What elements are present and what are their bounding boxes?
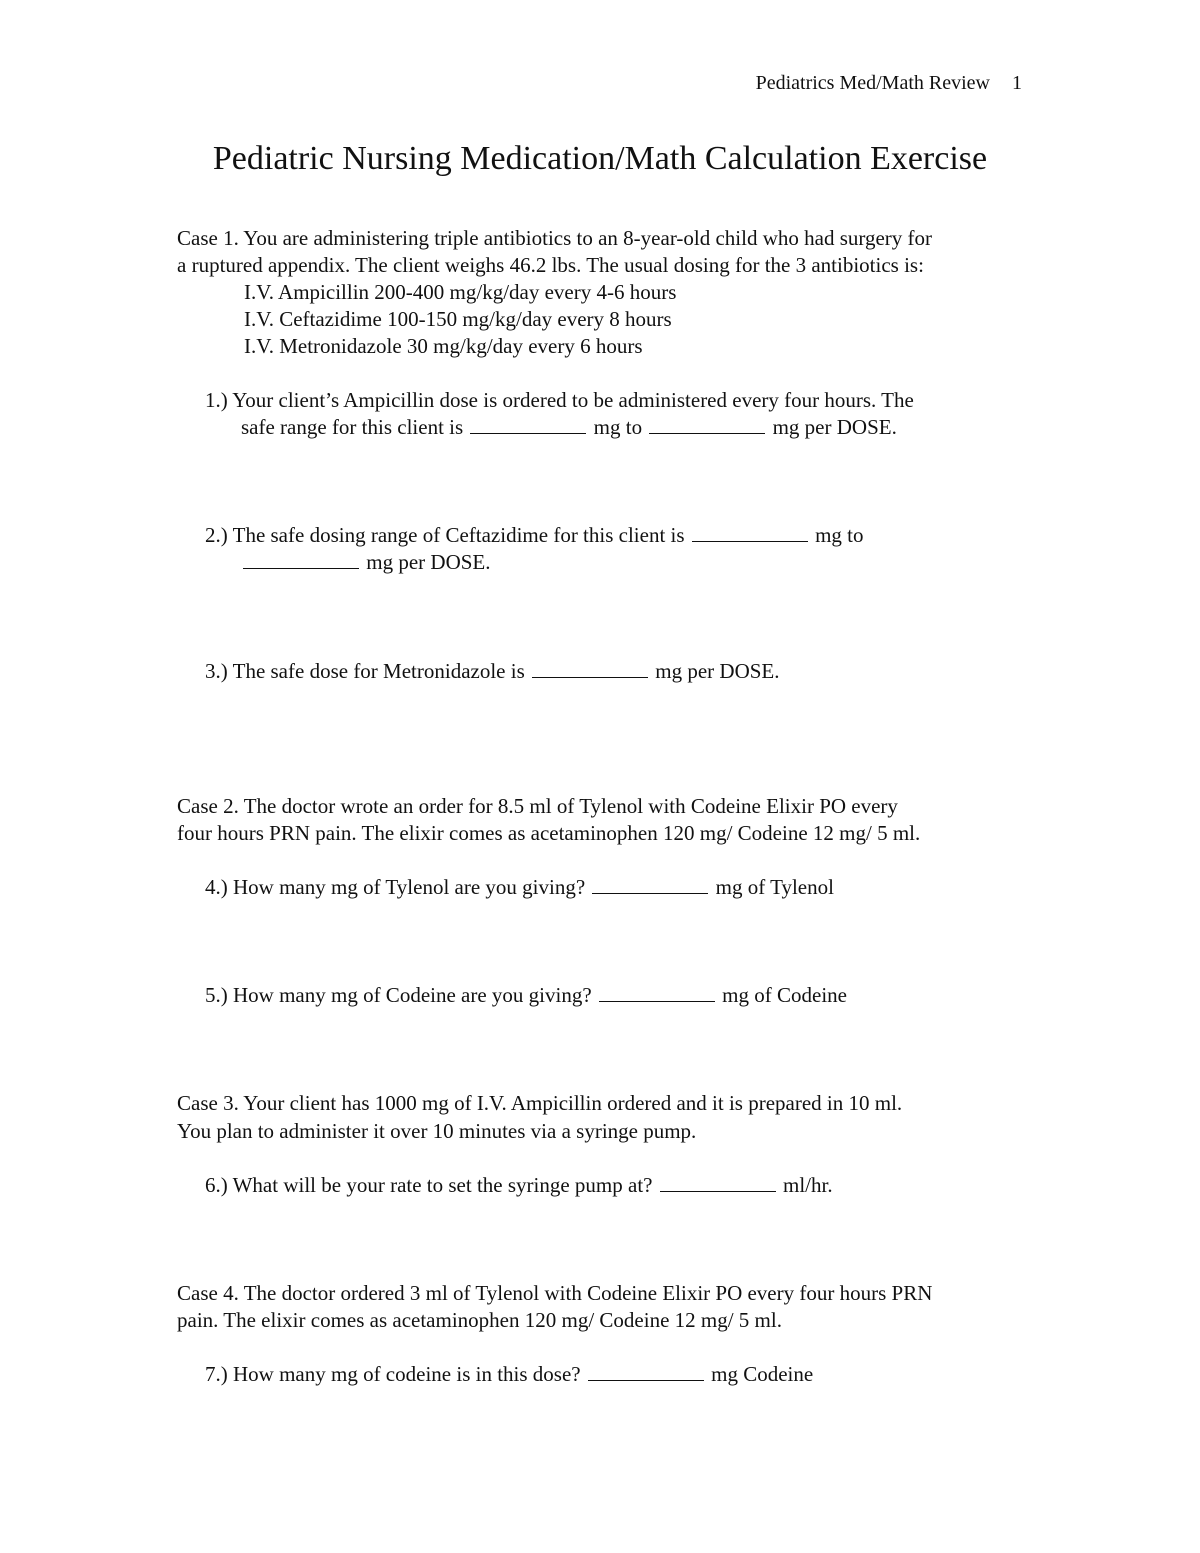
answer-blank-6[interactable]: [660, 1173, 776, 1192]
case4-intro-line1: Case 4. The doctor ordered 3 ml of Tylenol with Codeine Elixir PO every four hours PRN: [177, 1281, 933, 1305]
question-4-text-a: 4.) How many mg of Tylenol are you giving?: [205, 875, 586, 899]
answer-blank-5[interactable]: [599, 983, 715, 1002]
case1-intro-line2: a ruptured appendix. The client weighs 46.2 lbs. The usual dosing for the 3 antibiotics is:: [177, 253, 924, 277]
case3-intro-line1: Case 3. Your client has 1000 mg of I.V. Ampicillin ordered and it is prepared in 10 ml.: [177, 1091, 903, 1115]
question-1-text-a: safe range for this client is: [241, 415, 464, 439]
question-3: [205, 657, 780, 685]
question-2-text-c: mg per DOSE.: [366, 550, 491, 574]
running-header: [756, 72, 1022, 95]
answer-blank-2b[interactable]: [243, 550, 359, 569]
question-3-text-b: mg per DOSE.: [655, 659, 780, 683]
dose-metronidazole: I.V. Metronidazole 30 mg/kg/day every 6 hours: [244, 334, 643, 358]
question-3-text-a: 3.) The safe dose for Metronidazole is: [205, 659, 525, 683]
answer-blank-1b[interactable]: [649, 415, 765, 434]
answer-blank-3[interactable]: [532, 659, 648, 678]
question-4-text-b: mg of Tylenol: [715, 875, 834, 899]
question-5-text-b: mg of Codeine: [722, 983, 847, 1007]
answer-blank-2a[interactable]: [692, 523, 808, 542]
question-2-line1: [205, 521, 863, 549]
case2-intro-line1: Case 2. The doctor wrote an order for 8.5 ml of Tylenol with Codeine Elixir PO every: [177, 794, 898, 818]
answer-blank-1a[interactable]: [470, 415, 586, 434]
case2-intro-line2: four hours PRN pain. The elixir comes as acetaminophen 120 mg/ Codeine 12 mg/ 5 ml.: [177, 821, 921, 845]
answer-blank-4[interactable]: [592, 875, 708, 894]
question-1-text-b: mg to: [593, 415, 643, 439]
page-title: Pediatric Nursing Medication/Math Calculation Exercise: [212, 140, 988, 177]
page-number: 1: [1012, 72, 1022, 94]
question-5-text-a: 5.) How many mg of Codeine are you giving?: [205, 983, 592, 1007]
question-6-text-a: 6.) What will be your rate to set the syringe pump at?: [205, 1173, 653, 1197]
dose-ampicillin: I.V. Ampicillin 200-400 mg/kg/day every 4-6 hours: [244, 280, 677, 304]
question-6-text-b: ml/hr.: [783, 1173, 833, 1197]
question-7-text-a: 7.) How many mg of codeine is in this dose?: [205, 1362, 581, 1386]
question-2-text-b: mg to: [815, 523, 864, 547]
question-6: [205, 1171, 833, 1199]
question-1-line1: 1.) Your client’s Ampicillin dose is ordered to be administered every four hours. The: [205, 388, 914, 412]
question-1-line2: [241, 413, 897, 441]
case1-intro-line1: Case 1. You are administering triple antibiotics to an 8-year-old child who had surgery for: [177, 226, 933, 250]
question-2-text-a: 2.) The safe dosing range of Ceftazidime for this client is: [205, 523, 685, 547]
question-7: [205, 1360, 813, 1388]
case4-intro-line2: pain. The elixir comes as acetaminophen 120 mg/ Codeine 12 mg/ 5 ml.: [177, 1308, 782, 1332]
question-2-line2: [241, 548, 491, 576]
question-5: [205, 981, 847, 1009]
running-title: Pediatrics Med/Math Review: [755, 72, 990, 94]
question-4: [205, 873, 834, 901]
dose-ceftazidime: I.V. Ceftazidime 100-150 mg/kg/day every 8 hours: [244, 307, 672, 331]
question-1-text-c: mg per DOSE.: [772, 415, 897, 439]
question-7-text-b: mg Codeine: [711, 1362, 814, 1386]
case3-intro-line2: You plan to administer it over 10 minutes via a syringe pump.: [177, 1119, 697, 1143]
answer-blank-7[interactable]: [588, 1362, 704, 1381]
